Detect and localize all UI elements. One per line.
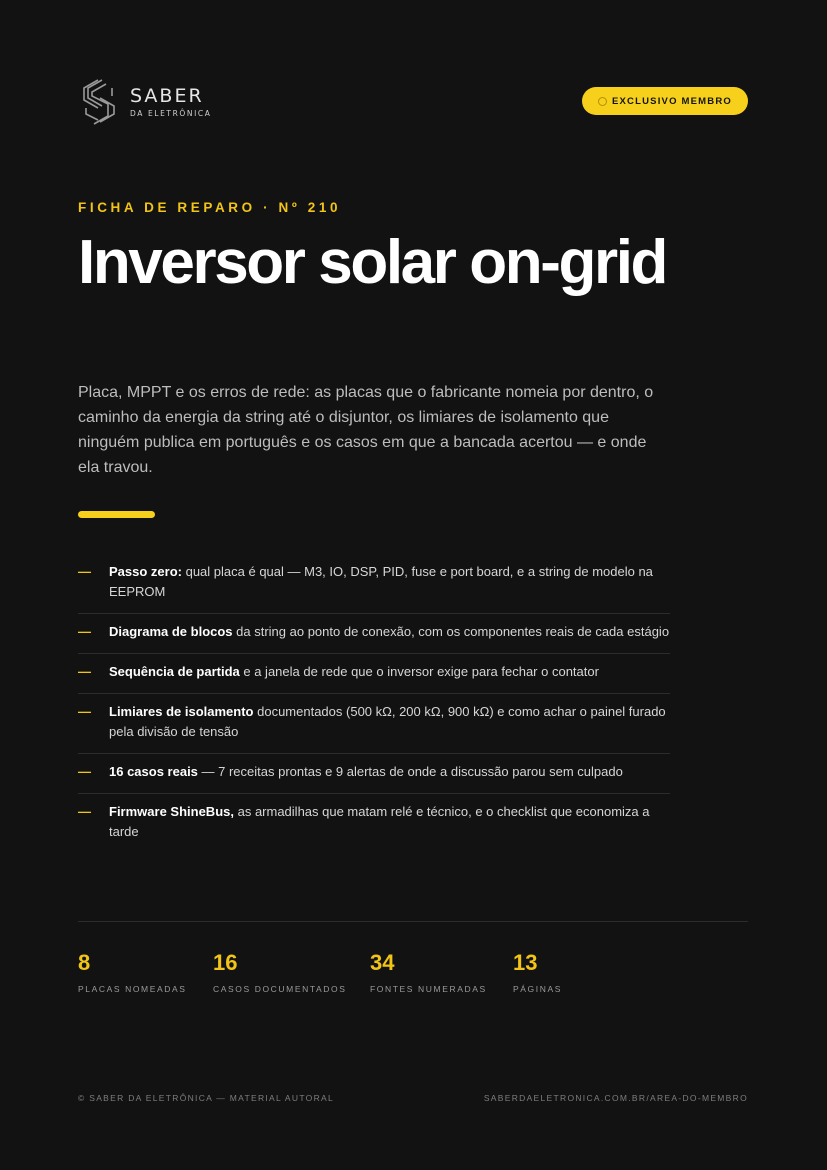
feature-lead: 16 casos reais: [109, 764, 198, 779]
stats-divider: [78, 921, 748, 922]
feature-lead: Sequência de partida: [109, 664, 240, 679]
stat-value: 13: [513, 950, 538, 975]
stat-label: PÁGINAS: [513, 984, 562, 994]
feature-body: qual placa é qual — M3, IO, DSP, PID, fuse e port board, e a string de modelo na EEPROM: [109, 564, 653, 599]
dash-bullet: —: [78, 564, 91, 579]
stat-value: 16: [213, 950, 238, 975]
feature-text: [109, 762, 623, 782]
stat-value: 34: [370, 950, 395, 975]
stat-boards: [78, 950, 187, 994]
feature-text: [109, 702, 670, 742]
feature-text: [109, 622, 669, 642]
page-lede: Placa, MPPT e os erros de rede: as placas que o fabricante nomeia por dentro, o caminho da energia da string até o disjuntor, os limiares de isolamento que ninguém publica em português e os casos em que a bancada acertou — e onde ela travou.: [78, 384, 654, 476]
feature-body: documentados (500 kΩ, 200 kΩ, 900 kΩ) e como achar o painel furado pela divisão de tensão: [109, 704, 666, 739]
exclusive-member-badge: [582, 87, 748, 115]
footer-url-link[interactable]: SABERDAELETRONICA.COM.BR/AREA-DO-MEMBRO: [483, 1093, 748, 1103]
document-eyebrow: FICHA DE REPARO · Nº 210: [78, 200, 342, 215]
feature-item: [78, 794, 670, 853]
stat-pages: [513, 950, 562, 994]
dash-bullet: —: [78, 664, 91, 679]
stat-value: 8: [78, 950, 91, 975]
stat-label: PLACAS NOMEADAS: [78, 984, 187, 994]
feature-lead: Diagrama de blocos: [109, 624, 233, 639]
accent-divider: [78, 511, 155, 518]
dash-bullet: —: [78, 764, 91, 779]
feature-item: [78, 694, 670, 754]
circle-icon: [598, 97, 607, 106]
badge-label: EXCLUSIVO MEMBRO: [611, 95, 732, 107]
feature-body: as armadilhas que matam relé e técnico, e o checklist que economiza a tarde: [109, 804, 650, 839]
feature-item: [78, 654, 670, 694]
page-title: Inversor solar on-grid: [78, 228, 666, 297]
feature-text: [109, 662, 599, 682]
stat-label: CASOS DOCUMENTADOS: [213, 984, 347, 994]
feature-text: [109, 562, 670, 602]
dash-bullet: —: [78, 704, 91, 719]
feature-text: [109, 802, 670, 842]
feature-item: [78, 614, 670, 654]
dash-bullet: —: [78, 624, 91, 639]
feature-list: [78, 554, 670, 853]
stat-label: FONTES NUMERADAS: [370, 984, 487, 994]
logo-wordmark: SABER: [130, 84, 204, 107]
stat-sources: [370, 950, 487, 994]
feature-body: — 7 receitas prontas e 9 alertas de onde a discussão parou sem culpado: [197, 764, 623, 779]
feature-item: [78, 754, 670, 794]
dash-bullet: —: [78, 804, 91, 819]
feature-body: da string ao ponto de conexão, com os componentes reais de cada estágio: [232, 624, 670, 639]
brand-logo[interactable]: [78, 78, 212, 126]
feature-item: [78, 554, 670, 614]
feature-lead: Limiares de isolamento: [109, 704, 254, 719]
feature-lead: Passo zero:: [109, 564, 182, 579]
feature-lead: Firmware ShineBus,: [109, 804, 234, 819]
logo-subtitle: DA ELETRÔNICA: [130, 108, 212, 118]
logo-mark-icon: [78, 78, 120, 126]
footer-copyright: © SABER DA ELETRÔNICA — MATERIAL AUTORAL: [78, 1093, 335, 1103]
feature-body: e a janela de rede que o inversor exige para fechar o contator: [239, 664, 599, 679]
stat-cases: [213, 950, 347, 994]
